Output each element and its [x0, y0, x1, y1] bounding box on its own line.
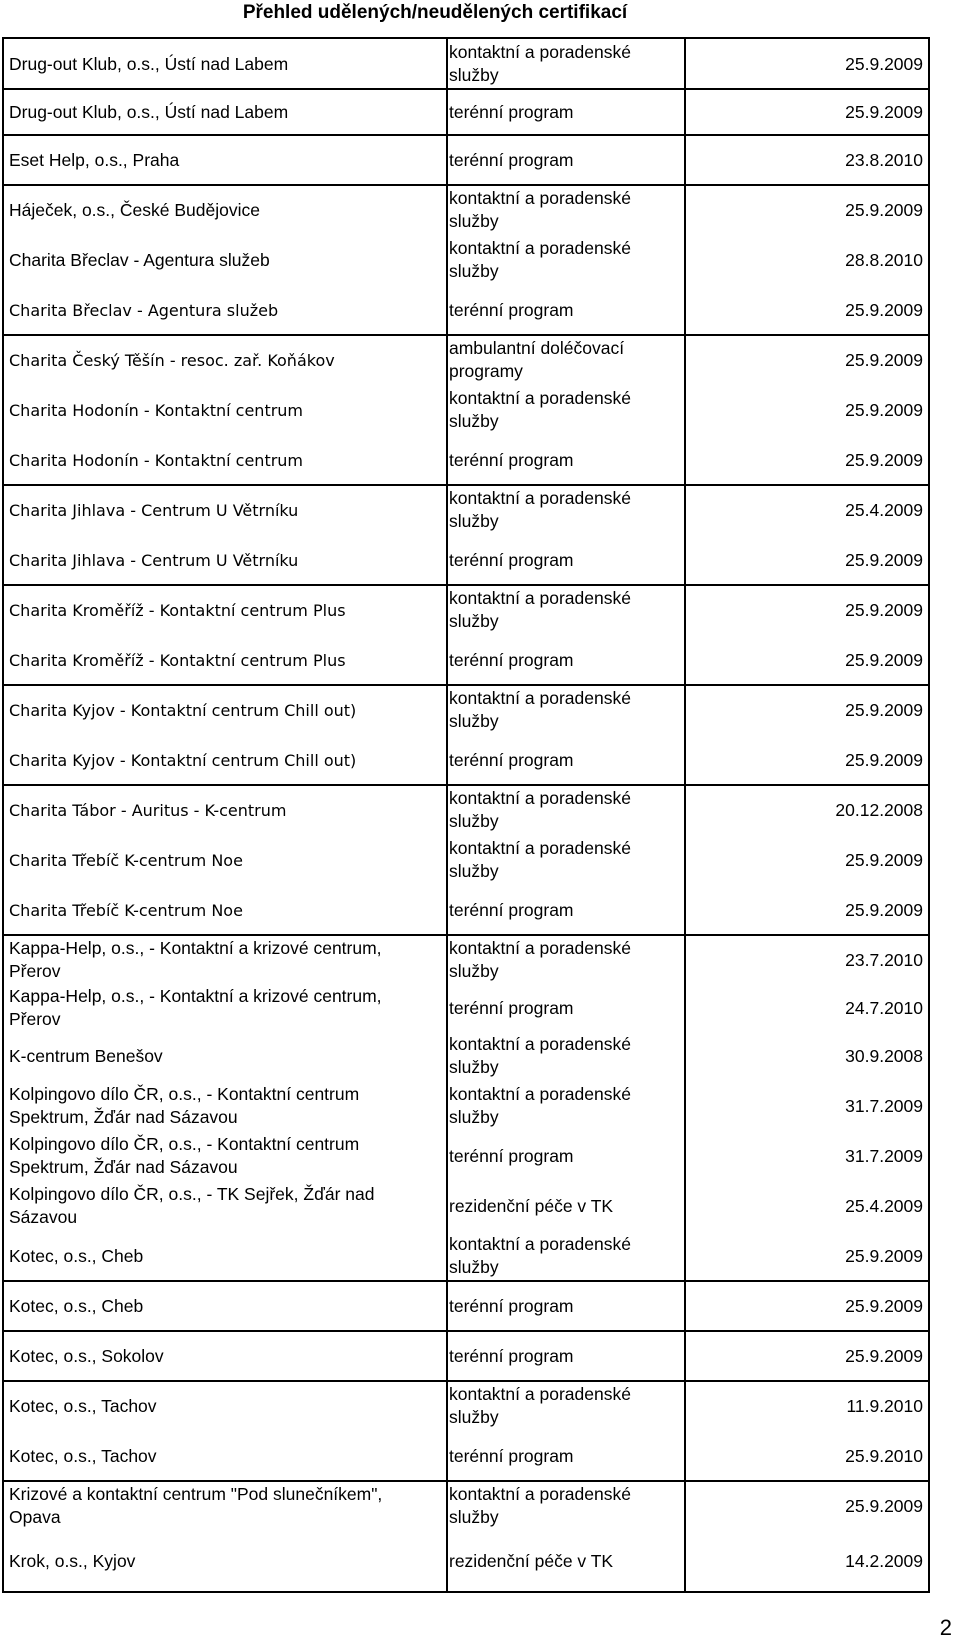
- service-cell: kontaktní a poradenské služby: [449, 838, 631, 881]
- certification-table: [2, 37, 930, 1593]
- table-row: [4, 39, 928, 89]
- service-cell: rezidenční péče v TK: [449, 1195, 614, 1216]
- date-cell: 25.9.2009: [845, 749, 923, 770]
- table-row: [4, 1381, 928, 1431]
- service-cell: terénní program: [449, 549, 574, 570]
- organization-cell: Charita Český Těšín - resoc. zař. Koňákov: [9, 350, 335, 370]
- service-cell: rezidenční péče v TK: [449, 1550, 614, 1571]
- service-cell: kontaktní a poradenské služby: [449, 588, 631, 631]
- page-title: Přehled udělených/neudělených certifikací: [242, 2, 628, 23]
- date-cell: 25.9.2010: [845, 1445, 923, 1466]
- date-cell: 23.8.2010: [845, 149, 923, 170]
- organization-cell: Drug-out Klub, o.s., Ústí nad Labem: [9, 101, 289, 122]
- service-cell: kontaktní a poradenské služby: [449, 1384, 631, 1427]
- table-row: [4, 485, 928, 535]
- organization-cell: Drug-out Klub, o.s., Ústí nad Labem: [9, 53, 289, 74]
- date-cell: 25.9.2009: [845, 599, 923, 620]
- date-cell: 25.9.2009: [845, 549, 923, 570]
- table-row: [4, 1081, 928, 1131]
- service-cell: kontaktní a poradenské služby: [449, 42, 631, 85]
- date-cell: 25.9.2009: [845, 449, 923, 470]
- service-cell: kontaktní a poradenské služby: [449, 1034, 631, 1077]
- table-row: [4, 885, 928, 935]
- service-cell: kontaktní a poradenské služby: [449, 1234, 631, 1277]
- service-cell: kontaktní a poradenské služby: [449, 188, 631, 231]
- organization-cell: Kotec, o.s., Cheb: [9, 1245, 144, 1266]
- service-cell: terénní program: [449, 649, 574, 670]
- table-row: [4, 1281, 928, 1331]
- organization-cell: Charita Jihlava - Centrum U Větrníku: [9, 550, 299, 570]
- table-row: [4, 1181, 928, 1231]
- date-cell: 28.8.2010: [845, 249, 923, 270]
- organization-cell: Charita Hodonín - Kontaktní centrum: [9, 450, 304, 470]
- date-cell: 23.7.2010: [845, 949, 923, 970]
- date-cell: 11.9.2010: [846, 1395, 923, 1416]
- service-cell: ambulantní doléčovací programy: [449, 338, 625, 381]
- table-row: [4, 435, 928, 485]
- date-cell: 25.9.2009: [845, 699, 923, 720]
- service-cell: kontaktní a poradenské služby: [449, 688, 631, 731]
- organization-cell: Charita Jihlava - Centrum U Větrníku: [9, 500, 299, 520]
- organization-cell: K-centrum Benešov: [9, 1045, 163, 1066]
- date-cell: 25.9.2009: [845, 53, 923, 74]
- date-cell: 31.7.2009: [845, 1095, 923, 1116]
- service-cell: terénní program: [449, 997, 574, 1018]
- table-row: [4, 635, 928, 685]
- date-cell: 25.4.2009: [845, 499, 923, 520]
- service-cell: terénní program: [449, 449, 574, 470]
- date-cell: 25.9.2009: [845, 649, 923, 670]
- table-row: [4, 1531, 928, 1591]
- organization-cell: Háječek, o.s., České Budějovice: [9, 199, 260, 220]
- date-cell: 25.9.2009: [845, 1345, 923, 1366]
- table-row: [4, 535, 928, 585]
- service-cell: terénní program: [449, 899, 574, 920]
- table-row: [4, 835, 928, 885]
- table-row: [4, 185, 928, 235]
- organization-cell: Charita Kyjov - Kontaktní centrum Chill out): [9, 700, 357, 720]
- date-cell: 25.9.2009: [845, 349, 923, 370]
- table-row: [4, 735, 928, 785]
- organization-cell: Kappa-Help, o.s., - Kontaktní a krizové centrum, Přerov: [9, 938, 382, 981]
- organization-cell: Kolpingovo dílo ČR, o.s., - TK Sejřek, Žďár nad Sázavou: [9, 1184, 375, 1227]
- organization-cell: Charita Břeclav - Agentura služeb: [9, 300, 279, 320]
- organization-cell: Charita Tábor - Auritus - K-centrum: [9, 800, 287, 820]
- date-cell: 24.7.2010: [845, 997, 923, 1018]
- date-cell: 25.9.2009: [845, 1295, 923, 1316]
- organization-cell: Kotec, o.s., Sokolov: [9, 1345, 164, 1366]
- date-cell: 25.4.2009: [845, 1195, 923, 1216]
- table-row: [4, 1031, 928, 1081]
- service-cell: kontaktní a poradenské služby: [449, 938, 631, 981]
- service-cell: terénní program: [449, 1295, 574, 1316]
- date-cell: 25.9.2009: [845, 899, 923, 920]
- service-cell: kontaktní a poradenské služby: [449, 388, 631, 431]
- organization-cell: Krizové a kontaktní centrum "Pod slunečníkem", Opava: [9, 1484, 383, 1527]
- table-row: [4, 685, 928, 735]
- service-cell: kontaktní a poradenské služby: [449, 788, 631, 831]
- organization-cell: Kotec, o.s., Tachov: [9, 1445, 157, 1466]
- organization-cell: Charita Kroměříž - Kontaktní centrum Plus: [9, 600, 346, 620]
- organization-cell: Kotec, o.s., Tachov: [9, 1395, 157, 1416]
- organization-cell: Krok, o.s., Kyjov: [9, 1550, 136, 1571]
- date-cell: 25.9.2009: [845, 1495, 923, 1516]
- table-row: [4, 89, 928, 135]
- table-row: [4, 235, 928, 285]
- table-row: [4, 935, 928, 985]
- service-cell: kontaktní a poradenské služby: [449, 1084, 631, 1127]
- date-cell: 30.9.2008: [845, 1045, 923, 1066]
- service-cell: terénní program: [449, 749, 574, 770]
- organization-cell: Kotec, o.s., Cheb: [9, 1295, 144, 1316]
- organization-cell: Kappa-Help, o.s., - Kontaktní a krizové centrum, Přerov: [9, 986, 382, 1029]
- page-number: 2: [939, 1615, 952, 1640]
- organization-cell: Kolpingovo dílo ČR, o.s., - Kontaktní centrum Spektrum, Žďár nad Sázavou: [9, 1134, 360, 1177]
- service-cell: terénní program: [449, 1145, 574, 1166]
- service-cell: terénní program: [449, 299, 574, 320]
- organization-cell: Kolpingovo dílo ČR, o.s., - Kontaktní centrum Spektrum, Žďár nad Sázavou: [9, 1084, 360, 1127]
- organization-cell: Charita Třebíč K-centrum Noe: [9, 850, 243, 870]
- date-cell: 25.9.2009: [845, 199, 923, 220]
- service-cell: kontaktní a poradenské služby: [449, 1484, 631, 1527]
- date-cell: 31.7.2009: [845, 1145, 923, 1166]
- service-cell: terénní program: [449, 101, 574, 122]
- service-cell: kontaktní a poradenské služby: [449, 488, 631, 531]
- date-cell: 25.9.2009: [845, 1245, 923, 1266]
- table-row: [4, 1231, 928, 1281]
- table-row: [4, 985, 928, 1031]
- table-row: [4, 585, 928, 635]
- table-row: [4, 135, 928, 185]
- organization-cell: Charita Kyjov - Kontaktní centrum Chill out): [9, 750, 357, 770]
- table-row: [4, 785, 928, 835]
- table-row: [4, 1431, 928, 1481]
- table-row: [4, 285, 928, 335]
- organization-cell: Eset Help, o.s., Praha: [9, 149, 180, 170]
- organization-cell: Charita Hodonín - Kontaktní centrum: [9, 400, 304, 420]
- organization-cell: Charita Třebíč K-centrum Noe: [9, 900, 243, 920]
- table-row: [4, 1481, 928, 1531]
- date-cell: 14.2.2009: [845, 1550, 923, 1571]
- date-cell: 25.9.2009: [845, 101, 923, 122]
- organization-cell: Charita Kroměříž - Kontaktní centrum Plus: [9, 650, 346, 670]
- service-cell: terénní program: [449, 149, 574, 170]
- table-row: [4, 1331, 928, 1381]
- table-row: [4, 1131, 928, 1181]
- table-row: [4, 385, 928, 435]
- organization-cell: Charita Břeclav - Agentura služeb: [9, 249, 270, 270]
- date-cell: 25.9.2009: [845, 849, 923, 870]
- service-cell: terénní program: [449, 1445, 574, 1466]
- table-row: [4, 335, 928, 385]
- date-cell: 25.9.2009: [845, 299, 923, 320]
- service-cell: terénní program: [449, 1345, 574, 1366]
- date-cell: 25.9.2009: [845, 399, 923, 420]
- date-cell: 20.12.2008: [835, 799, 923, 820]
- service-cell: kontaktní a poradenské služby: [449, 238, 631, 281]
